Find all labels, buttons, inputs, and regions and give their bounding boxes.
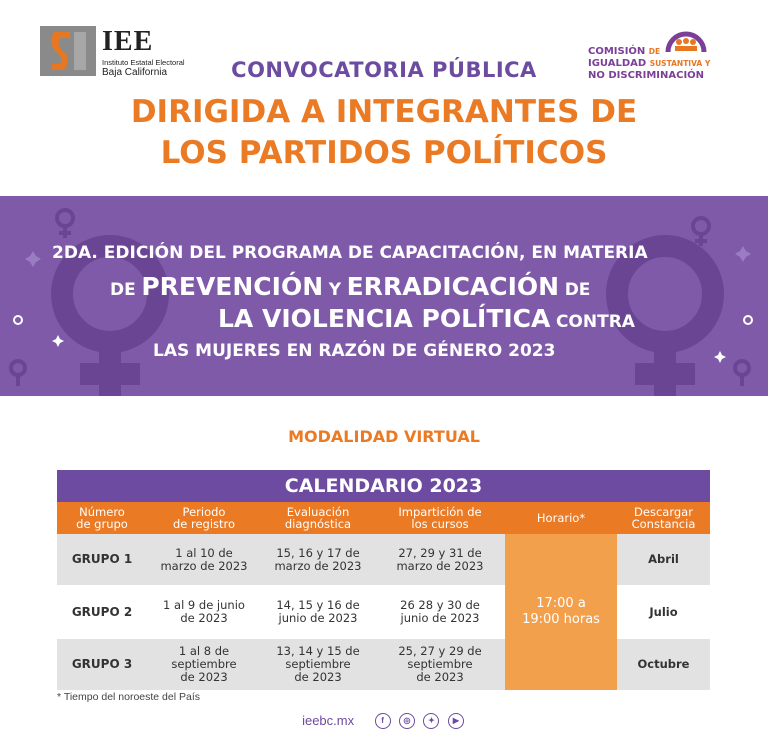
program-banner (0, 196, 768, 396)
banner-line-3 (218, 304, 635, 333)
calendar (57, 470, 710, 690)
org-acronym: IEE (102, 26, 154, 57)
registro-cell: 1 al 10 de marzo de 2023 (147, 534, 261, 585)
commission-de: DE (648, 47, 661, 56)
org-region: Baja California (102, 67, 168, 78)
footer (0, 712, 768, 734)
evaluacion-cell: 13, 14 y 15 de septiembre de 2023 (261, 639, 375, 690)
banner-line-4: LAS MUJERES EN RAZÓN DE GÉNERO 2023 (153, 341, 556, 361)
headline (0, 92, 768, 174)
banner-text: Y (328, 280, 342, 300)
calendar-table (57, 502, 710, 690)
banner-text: LA VIOLENCIA POLÍTICA (218, 304, 551, 333)
column-header: Horario* (505, 502, 617, 534)
facebook-icon[interactable]: f (375, 713, 391, 729)
column-header: Descargar Constancia (617, 502, 710, 534)
table-row (57, 534, 710, 585)
website-link[interactable]: ieebc.mx (302, 713, 355, 729)
commission-line1: COMISIÓN (588, 46, 646, 57)
page-title: CONVOCATORIA PÚBLICA (231, 58, 537, 82)
footnote: * Tiempo del noroeste del País (57, 691, 201, 703)
column-header: Número de grupo (57, 502, 147, 534)
cursos-cell: 27, 29 y 31 de marzo de 2023 (375, 534, 505, 585)
banner-line-1: 2DA. EDICIÓN DEL PROGRAMA DE CAPACITACIÓN, EN MATERIA (52, 243, 648, 263)
constancia-cell: Octubre (617, 639, 710, 690)
calendar-title: CALENDARIO 2023 (57, 470, 710, 502)
cursos-cell: 26 28 y 30 de junio de 2023 (375, 585, 505, 639)
commission-sustantiva: SUSTANTIVA Y (649, 59, 711, 68)
constancia-cell: Abril (617, 534, 710, 585)
twitter-icon[interactable]: ✦ (423, 713, 439, 729)
commission-line2: IGUALDAD (588, 58, 647, 69)
banner-text: DE (110, 280, 136, 300)
group-cell: GRUPO 1 (57, 534, 147, 585)
commission-people-icon (664, 28, 708, 54)
group-cell: GRUPO 3 (57, 639, 147, 690)
column-header: Evaluación diagnóstica (261, 502, 375, 534)
banner-line-2 (110, 272, 590, 301)
headline-line: LOS PARTIDOS POLÍTICOS (160, 135, 608, 171)
group-cell: GRUPO 2 (57, 585, 147, 639)
evaluacion-cell: 15, 16 y 17 de marzo de 2023 (261, 534, 375, 585)
commission-line3: NO DISCRIMINACIÓN (588, 70, 705, 81)
banner-text: ERRADICACIÓN (346, 272, 560, 301)
banner-text: CONTRA (555, 312, 635, 332)
registro-cell: 1 al 8 de septiembre de 2023 (147, 639, 261, 690)
table-header-row (57, 502, 710, 534)
modality-label: MODALIDAD VIRTUAL (288, 427, 480, 446)
column-header: Impartición de los cursos (375, 502, 505, 534)
headline-line: DIRIGIDA A INTEGRANTES DE (130, 94, 638, 130)
horario-cell: 17:00 a 19:00 horas (505, 534, 617, 690)
youtube-icon[interactable]: ▶ (448, 713, 464, 729)
banner-text: PREVENCIÓN (141, 272, 324, 301)
column-header: Periodo de registro (147, 502, 261, 534)
evaluacion-cell: 14, 15 y 16 de junio de 2023 (261, 585, 375, 639)
registro-cell: 1 al 9 de junio de 2023 (147, 585, 261, 639)
banner-text: DE (564, 280, 591, 300)
instagram-icon[interactable]: ◎ (399, 713, 415, 729)
org-name: Instituto Estatal Electoral (102, 58, 185, 67)
constancia-cell: Julio (617, 585, 710, 639)
cursos-cell: 25, 27 y 29 de septiembre de 2023 (375, 639, 505, 690)
